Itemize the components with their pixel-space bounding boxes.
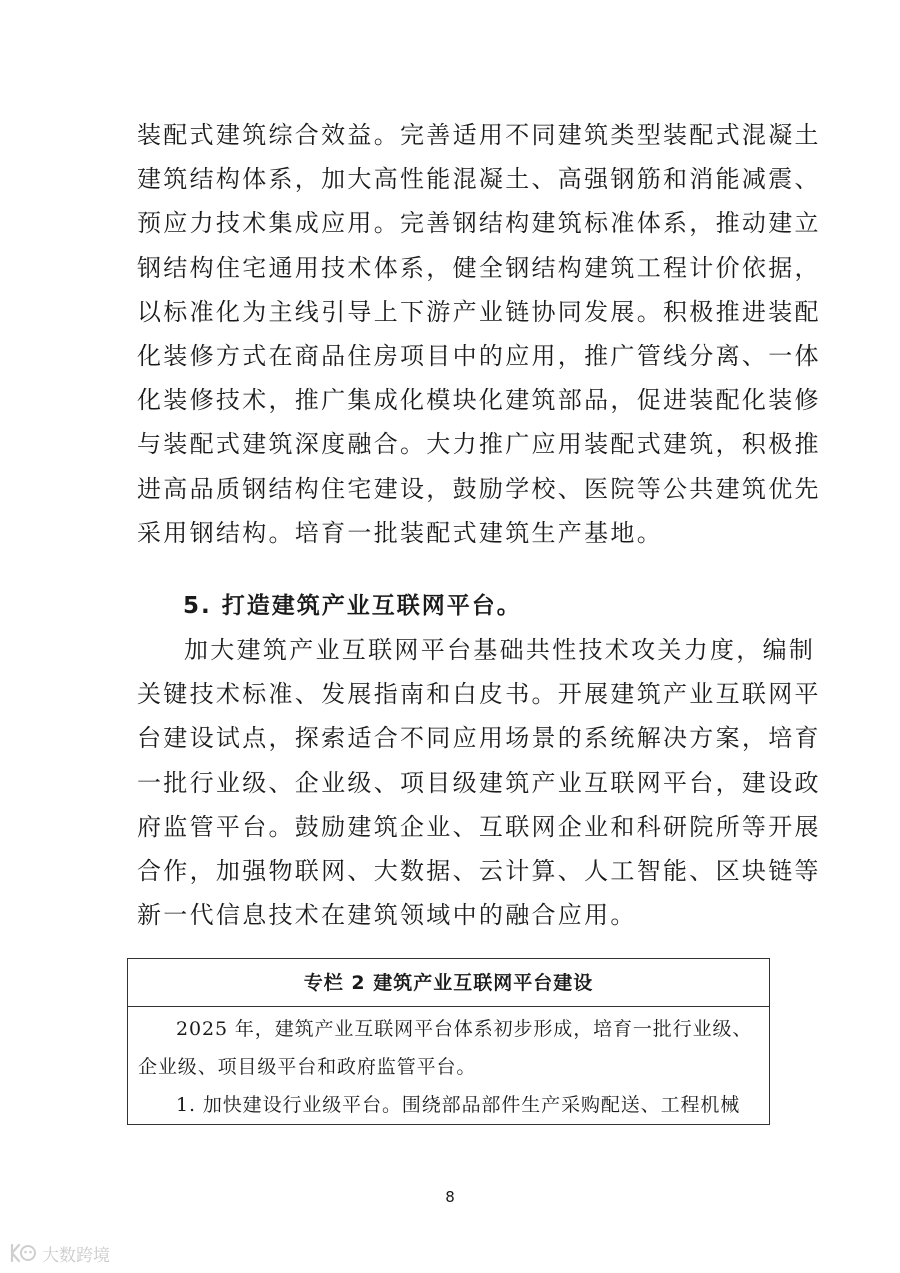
paragraph-1 (137, 113, 821, 555)
page-number: 8 (445, 1188, 455, 1206)
text-line: 化装修技术，推广集成化模块化建筑部品，促进装配化装修 (137, 386, 821, 415)
text-line: 装配式建筑综合效益。完善适用不同建筑类型装配式混凝土 (137, 121, 821, 149)
text-line: 合作，加强物联网、大数据、云计算、人工智能、区块链等 (137, 856, 821, 885)
text-line: 采用钢结构。培育一批装配式建筑生产基地。 (137, 518, 663, 547)
box-text-line: 1. 加快建设行业级平台。围绕部品部件生产采购配送、工程机械 (176, 1094, 741, 1116)
text-line: 一批行业级、企业级、项目级建筑产业互联网平台，建设政 (137, 768, 821, 797)
paragraph-2 (137, 628, 821, 937)
text-line: 府监管平台。鼓励建筑企业、互联网企业和科研院所等开展 (137, 812, 821, 841)
text-line: 台建设试点，探索适合不同应用场景的系统解决方案，培育 (137, 724, 821, 753)
box-text-line: 企业级、项目级平台和政府监管平台。 (138, 1056, 477, 1078)
text-line: 加大建筑产业互联网平台基础共性技术攻关力度，编制 (184, 636, 816, 664)
section-heading: 5. 打造建筑产业互联网平台。 (183, 593, 522, 619)
watermark-text: 大数跨境 (42, 1245, 110, 1266)
logo-icon (8, 1242, 38, 1264)
watermark (8, 1240, 110, 1266)
box-title: 专栏 2 建筑产业互联网平台建设 (128, 959, 769, 1007)
text-line: 以标准化为主线引导上下游产业链协同发展。积极推进装配 (137, 297, 821, 326)
text-line: 建筑结构体系，加大高性能混凝土、高强钢筋和消能减震、 (137, 165, 821, 194)
text-line: 进高品质钢结构住宅建设，鼓励学校、医院等公共建筑优先 (137, 474, 821, 503)
text-line: 钢结构住宅通用技术体系，健全钢结构建筑工程计价依据， (137, 253, 821, 282)
text-line: 关键技术标准、发展指南和白皮书。开展建筑产业互联网平 (137, 680, 821, 709)
box-body (128, 1007, 769, 1124)
text-line: 新一代信息技术在建筑领域中的融合应用。 (137, 901, 637, 930)
text-line: 与装配式建筑深度融合。大力推广应用装配式建筑，积极推 (137, 430, 821, 459)
sidebar-box (127, 958, 770, 1125)
text-line: 预应力技术集成应用。完善钢结构建筑标准体系，推动建立 (137, 209, 821, 238)
text-line: 化装修方式在商品住房项目中的应用，推广管线分离、一体 (137, 341, 821, 370)
box-text-line: 2025 年，建筑产业互联网平台体系初步形成，培育一批行业级、 (176, 1018, 753, 1040)
